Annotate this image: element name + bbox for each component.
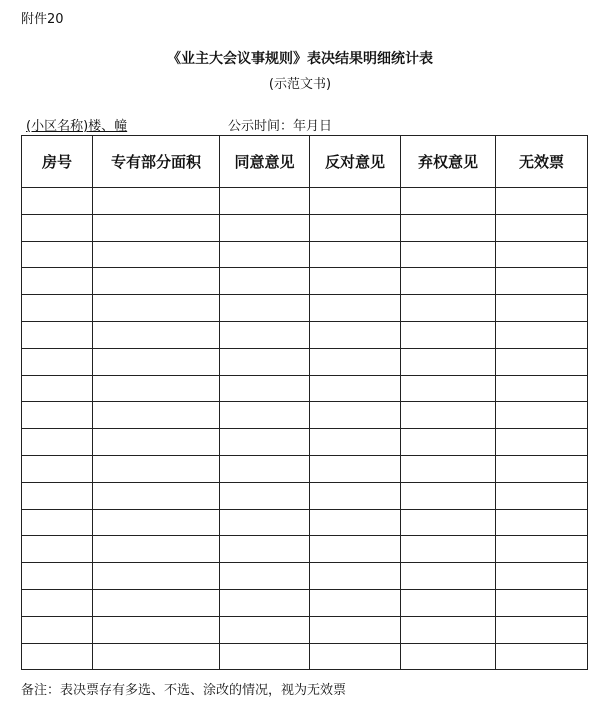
table-cell <box>22 429 93 456</box>
table-cell <box>310 482 401 509</box>
table-cell <box>401 455 496 482</box>
table-cell <box>496 375 588 402</box>
table-cell <box>93 589 220 616</box>
table-cell <box>22 348 93 375</box>
table-row <box>22 536 588 563</box>
table-cell <box>220 348 310 375</box>
header-invalid: 无效票 <box>496 136 588 188</box>
table-cell <box>22 482 93 509</box>
table-cell <box>496 268 588 295</box>
table-cell <box>310 402 401 429</box>
table-cell <box>220 429 310 456</box>
table-cell <box>220 643 310 670</box>
header-exclusive-area: 专有部分面积 <box>93 136 220 188</box>
table-cell <box>401 402 496 429</box>
table-row <box>22 402 588 429</box>
table-cell <box>496 616 588 643</box>
document-subtitle: (示范文书) <box>268 77 332 92</box>
table-cell <box>220 455 310 482</box>
table-cell <box>93 188 220 215</box>
table-row <box>22 241 588 268</box>
table-cell <box>22 188 93 215</box>
attachment-label: 附件20 <box>21 12 64 27</box>
table-cell <box>310 589 401 616</box>
table-cell <box>93 348 220 375</box>
table-row <box>22 188 588 215</box>
table-cell <box>496 482 588 509</box>
table-cell <box>93 509 220 536</box>
table-cell <box>310 241 401 268</box>
table-row <box>22 643 588 670</box>
table-cell <box>401 348 496 375</box>
table-cell <box>220 482 310 509</box>
table-cell <box>220 616 310 643</box>
table-row <box>22 375 588 402</box>
footnote: 备注：表决票存有多选、不选、涂改的情况，视为无效票 <box>21 683 347 698</box>
community-info <box>26 115 127 134</box>
table-cell <box>310 563 401 590</box>
table-cell <box>496 509 588 536</box>
table-cell <box>310 268 401 295</box>
table-cell <box>220 563 310 590</box>
table-cell <box>22 455 93 482</box>
table-cell <box>93 295 220 322</box>
table-cell <box>401 241 496 268</box>
table-cell <box>401 214 496 241</box>
table-cell <box>310 214 401 241</box>
table-cell <box>496 214 588 241</box>
table-cell <box>496 295 588 322</box>
table-cell <box>22 563 93 590</box>
table-cell <box>22 321 93 348</box>
table-cell <box>93 321 220 348</box>
table-cell <box>22 241 93 268</box>
header-abstain: 弃权意见 <box>401 136 496 188</box>
publish-time: 公示时间：年月日 <box>228 119 333 134</box>
table-cell <box>22 375 93 402</box>
table-cell <box>401 429 496 456</box>
table-cell <box>93 455 220 482</box>
table-cell <box>401 563 496 590</box>
table-cell <box>496 563 588 590</box>
table-row <box>22 295 588 322</box>
table-row <box>22 563 588 590</box>
header-oppose: 反对意见 <box>310 136 401 188</box>
table-cell <box>220 402 310 429</box>
table-cell <box>93 375 220 402</box>
table-cell <box>401 482 496 509</box>
table-cell <box>22 536 93 563</box>
table-cell <box>496 536 588 563</box>
table-cell <box>220 295 310 322</box>
building-label: 楼、幢 <box>88 119 128 134</box>
table-cell <box>220 214 310 241</box>
vote-result-table <box>21 135 588 670</box>
table-cell <box>310 295 401 322</box>
table-cell <box>93 402 220 429</box>
table-header-row <box>22 136 588 188</box>
table-cell <box>401 509 496 536</box>
table-cell <box>401 321 496 348</box>
table-cell <box>496 402 588 429</box>
table-cell <box>220 589 310 616</box>
table-row <box>22 482 588 509</box>
table-row <box>22 214 588 241</box>
table-cell <box>310 509 401 536</box>
header-agree: 同意意见 <box>220 136 310 188</box>
table-body <box>22 188 588 670</box>
table-cell <box>496 429 588 456</box>
table-cell <box>22 295 93 322</box>
table-cell <box>401 268 496 295</box>
table-cell <box>22 643 93 670</box>
table-cell <box>401 536 496 563</box>
document-title: 《业主大会议事规则》表决结果明细统计表 <box>167 51 433 67</box>
table-cell <box>220 375 310 402</box>
table-cell <box>93 268 220 295</box>
table-cell <box>310 375 401 402</box>
table-cell <box>310 455 401 482</box>
table-cell <box>496 348 588 375</box>
table-cell <box>220 188 310 215</box>
header-room-number: 房号 <box>22 136 93 188</box>
table-cell <box>496 643 588 670</box>
table-cell <box>93 536 220 563</box>
community-name-placeholder: (小区名称) <box>26 119 89 134</box>
table-cell <box>220 509 310 536</box>
table-cell <box>93 241 220 268</box>
table-cell <box>310 321 401 348</box>
table-cell <box>310 188 401 215</box>
table-row <box>22 268 588 295</box>
table-cell <box>93 214 220 241</box>
table-cell <box>401 643 496 670</box>
table-cell <box>310 348 401 375</box>
table-cell <box>401 616 496 643</box>
table-cell <box>310 643 401 670</box>
table-row <box>22 429 588 456</box>
table-cell <box>310 429 401 456</box>
table-cell <box>93 616 220 643</box>
table-cell <box>22 402 93 429</box>
table-cell <box>220 321 310 348</box>
table-cell <box>496 188 588 215</box>
table-cell <box>22 509 93 536</box>
table-cell <box>496 241 588 268</box>
table-cell <box>22 589 93 616</box>
table-cell <box>496 589 588 616</box>
table-row <box>22 321 588 348</box>
table-cell <box>496 321 588 348</box>
table-cell <box>401 589 496 616</box>
table-cell <box>220 268 310 295</box>
table-cell <box>93 429 220 456</box>
table-cell <box>22 214 93 241</box>
table-cell <box>93 563 220 590</box>
table-cell <box>220 536 310 563</box>
table-row <box>22 348 588 375</box>
table-row <box>22 616 588 643</box>
table-cell <box>93 643 220 670</box>
table-cell <box>401 188 496 215</box>
table-cell <box>310 536 401 563</box>
table-cell <box>496 455 588 482</box>
table-cell <box>93 482 220 509</box>
table-cell <box>310 616 401 643</box>
table-row <box>22 509 588 536</box>
table-row <box>22 455 588 482</box>
table-cell <box>401 295 496 322</box>
table-cell <box>401 375 496 402</box>
table-cell <box>22 268 93 295</box>
table-cell <box>22 616 93 643</box>
table-row <box>22 589 588 616</box>
table-cell <box>220 241 310 268</box>
